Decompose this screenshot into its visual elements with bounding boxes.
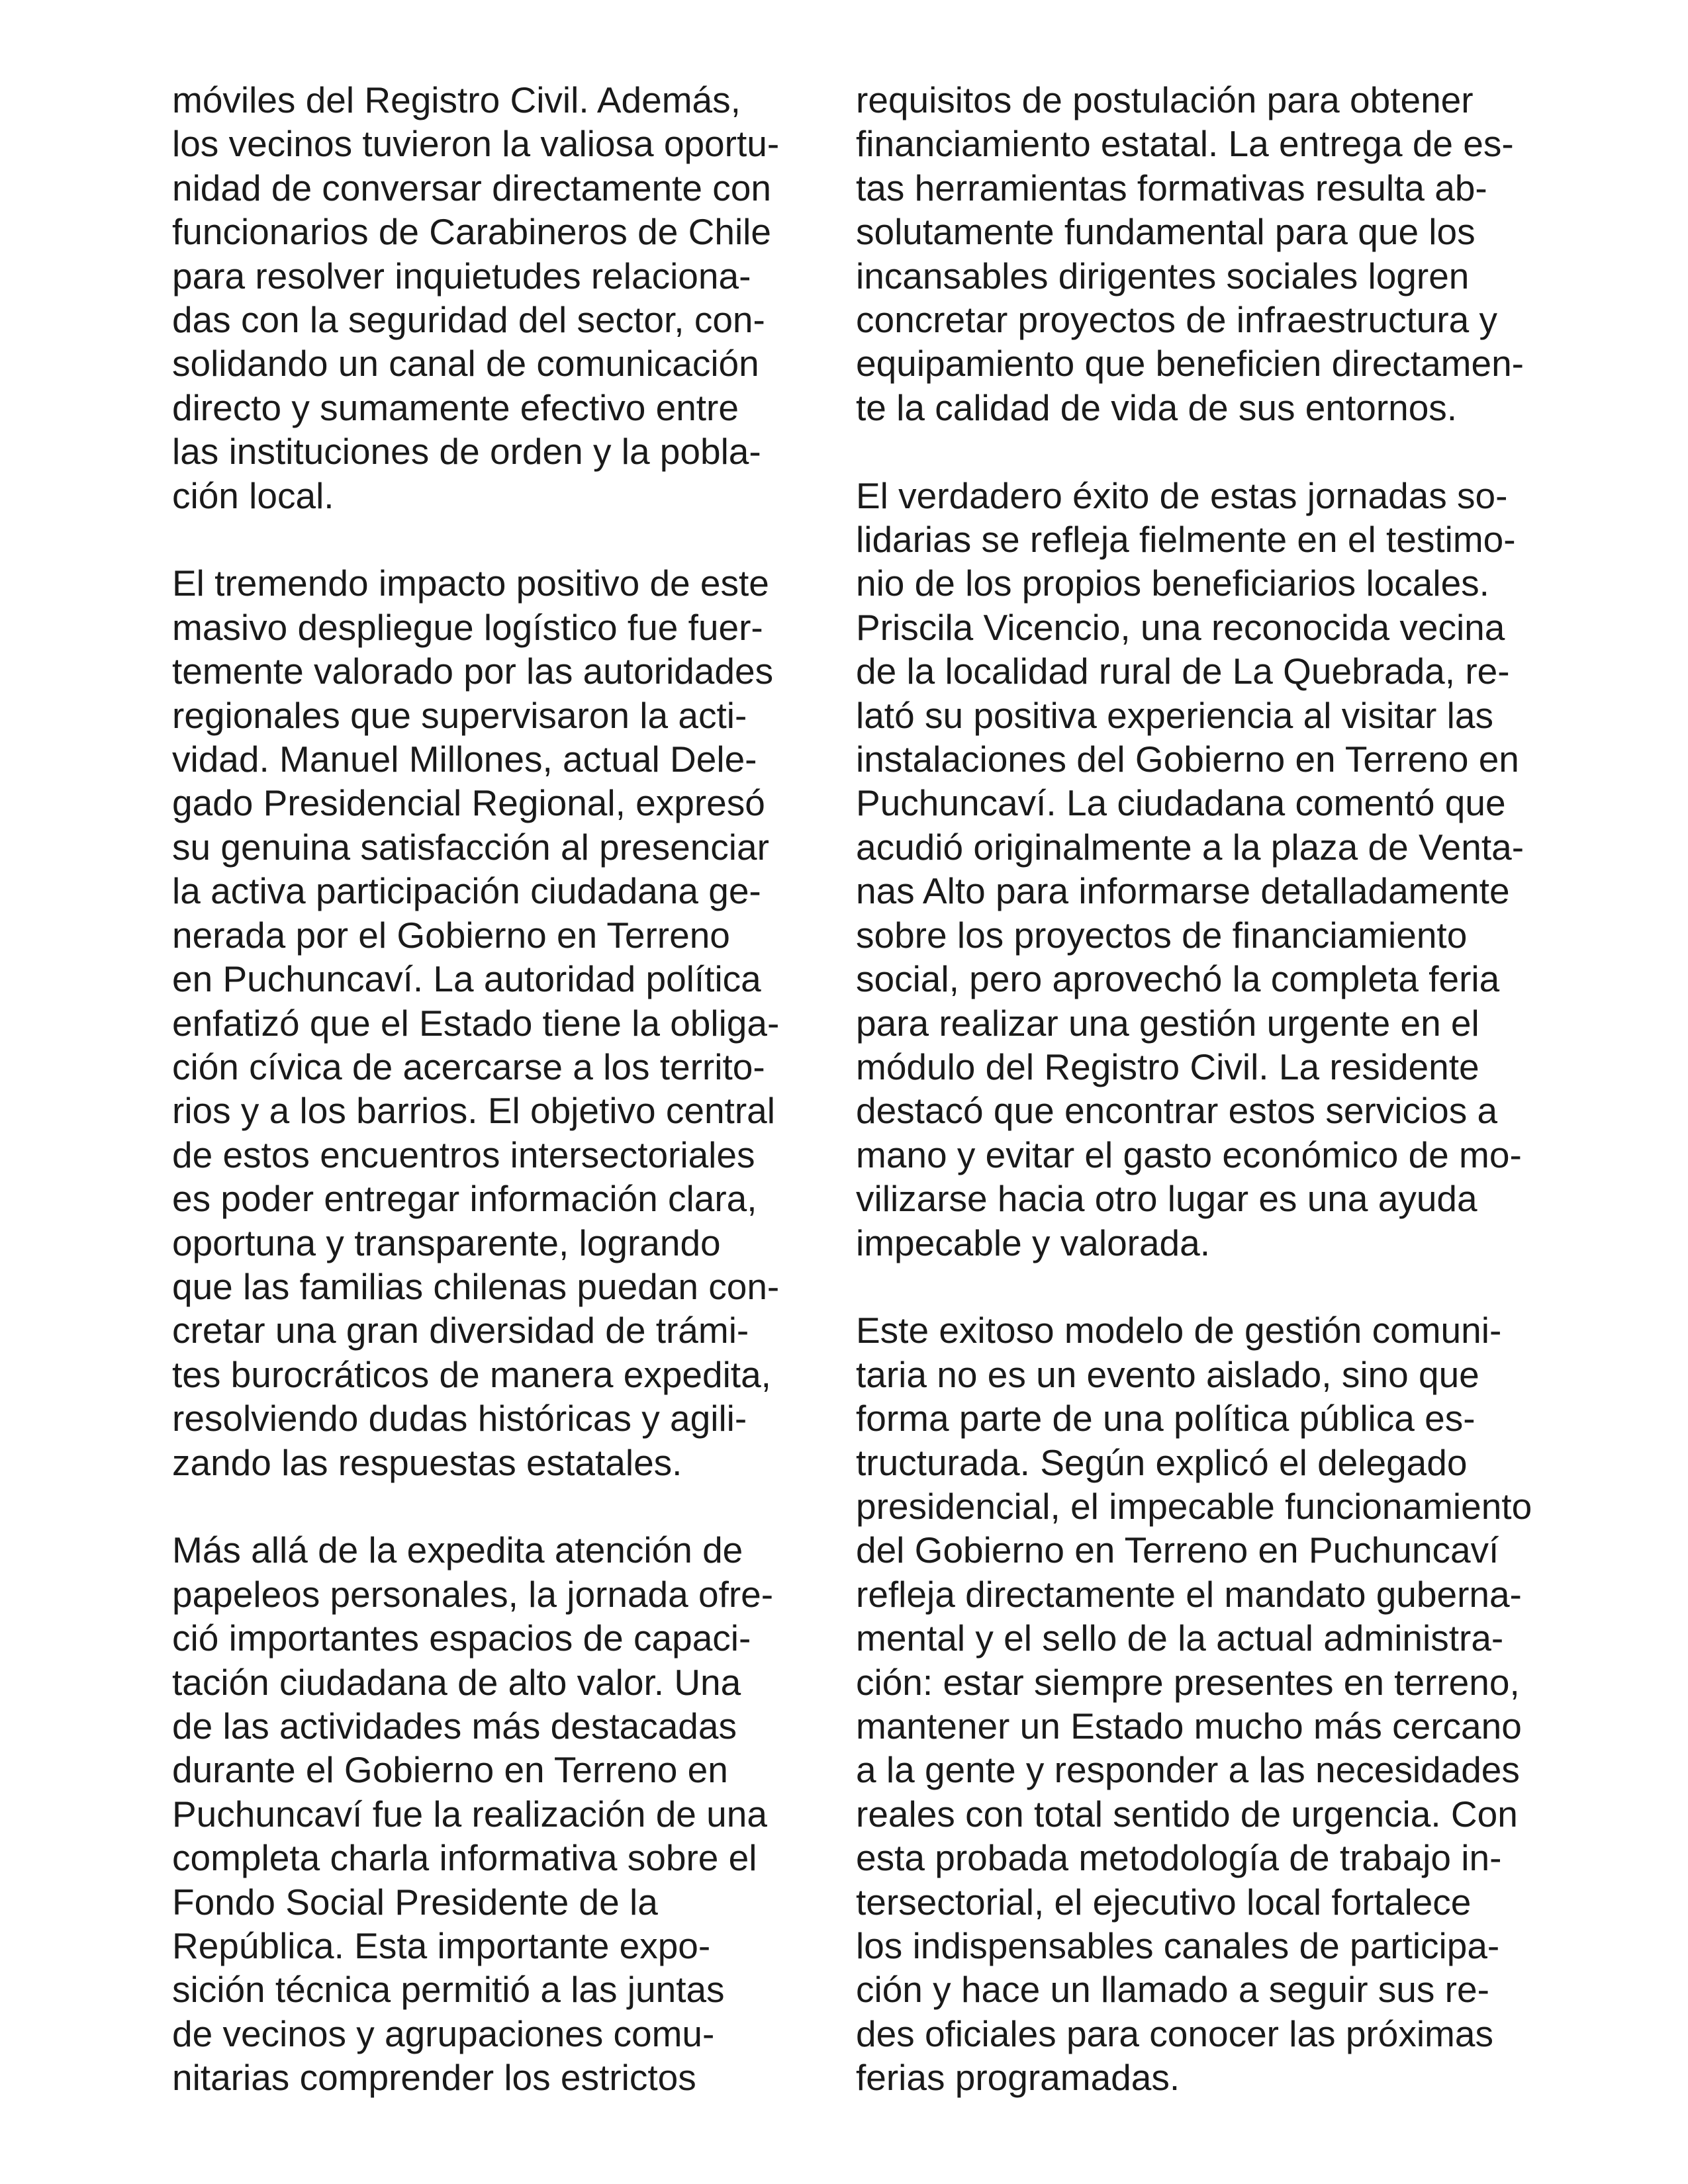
text-line: mental y el sello de la actual administra- xyxy=(856,1617,1504,1659)
text-line: completa charla informativa sobre el xyxy=(172,1837,757,1879)
text-line: funcionarios de Carabineros de Chile xyxy=(172,211,771,253)
text-line: nidad de conversar directamente con xyxy=(172,167,771,208)
text-line: Este exitoso modelo de gestión comuni- xyxy=(856,1310,1502,1351)
text-line: resolviendo dudas históricas y agili- xyxy=(172,1398,747,1439)
paragraph xyxy=(856,1308,1532,2099)
text-line: oportuna y transparente, logrando xyxy=(172,1222,721,1263)
text-line: ción cívica de acercarse a los territo- xyxy=(172,1046,765,1087)
text-line: que las familias chilenas puedan con- xyxy=(172,1265,780,1307)
text-line: solutamente fundamental para que los xyxy=(856,211,1476,253)
text-line: ferias programadas. xyxy=(856,2057,1180,2099)
text-line: Más allá de la expedita atención de xyxy=(172,1529,743,1571)
text-line: tructurada. Según explicó el delegado xyxy=(856,1441,1468,1483)
paragraph-gap xyxy=(172,518,834,561)
text-line: destacó que encontrar estos servicios a xyxy=(856,1090,1498,1132)
text-line: des oficiales para conocer las próximas xyxy=(856,2013,1493,2054)
text-line: concretar proyectos de infraestructura y xyxy=(856,299,1498,341)
text-line: incansables dirigentes sociales logren xyxy=(856,255,1470,296)
text-line: lató su positiva experiencia al visitar las xyxy=(856,694,1493,736)
text-line: nas Alto para informarse detalladamente xyxy=(856,870,1510,912)
text-line: los vecinos tuvieron la valiosa oportu- xyxy=(172,123,780,165)
text-line: Puchuncaví. La ciudadana comentó que xyxy=(856,782,1506,824)
text-line: nerada por el Gobierno en Terreno xyxy=(172,914,730,956)
text-line: refleja directamente el mandato guberna- xyxy=(856,1573,1522,1615)
text-line: República. Esta importante expo- xyxy=(172,1925,711,1967)
text-line: tas herramientas formativas resulta ab- xyxy=(856,167,1487,208)
text-line: equipamiento que beneficien directamen- xyxy=(856,343,1524,385)
text-line: papeleos personales, la jornada ofre- xyxy=(172,1573,774,1615)
text-line: lidarias se refleja fielmente en el testimo- xyxy=(856,519,1516,561)
text-line: tación ciudadana de alto valor. Una xyxy=(172,1661,741,1703)
paragraph-gap xyxy=(172,1484,834,1528)
text-line: mantener un Estado mucho más cercano xyxy=(856,1706,1522,1747)
paragraph-gap xyxy=(856,1265,1518,1308)
text-line: ció importantes espacios de capaci- xyxy=(172,1617,751,1659)
text-line: Fondo Social Presidente de la xyxy=(172,1881,658,1923)
text-line: vilizarse hacia otro lugar es una ayuda xyxy=(856,1178,1477,1220)
text-line: en Puchuncaví. La autoridad política xyxy=(172,958,761,1000)
text-line: rios y a los barrios. El objetivo central xyxy=(172,1090,775,1132)
text-line: para resolver inquietudes relaciona- xyxy=(172,255,751,296)
text-line: directo y sumamente efectivo entre xyxy=(172,387,739,428)
paragraph xyxy=(856,474,1524,1265)
text-line: ción: estar siempre presentes en terreno, xyxy=(856,1661,1520,1703)
text-line: impecable y valorada. xyxy=(856,1222,1211,1263)
right-column xyxy=(856,78,1532,2100)
text-line: Puchuncaví fue la realización de una xyxy=(172,1793,767,1835)
paragraph xyxy=(172,78,834,518)
text-line: financiamiento estatal. La entrega de es- xyxy=(856,123,1514,165)
paragraph xyxy=(856,78,1524,430)
text-line: temente valorado por las autoridades xyxy=(172,651,774,692)
text-line: de estos encuentros intersectoriales xyxy=(172,1134,755,1175)
text-line: su genuina satisfacción al presenciar xyxy=(172,826,769,868)
text-line: nitarias comprender los estrictos xyxy=(172,2057,696,2099)
text-line: esta probada metodología de trabajo in- xyxy=(856,1837,1502,1879)
text-line: de las actividades más destacadas xyxy=(172,1706,737,1747)
text-line: das con la seguridad del sector, con- xyxy=(172,299,765,341)
text-line: taria no es un evento aislado, sino que xyxy=(856,1353,1479,1395)
text-line: los indispensables canales de participa- xyxy=(856,1925,1500,1967)
paragraph xyxy=(172,1528,834,2099)
text-line: la activa participación ciudadana ge- xyxy=(172,870,761,912)
text-line: enfatizó que el Estado tiene la obliga- xyxy=(172,1002,780,1044)
text-line: acudió originalmente a la plaza de Venta- xyxy=(856,826,1524,868)
text-line: gado Presidencial Regional, expresó xyxy=(172,782,765,824)
text-line: durante el Gobierno en Terreno en xyxy=(172,1749,728,1791)
text-line: cretar una gran diversidad de trámi- xyxy=(172,1310,749,1351)
text-line: masivo despliegue logístico fue fuer- xyxy=(172,606,763,648)
left-column xyxy=(172,78,834,2100)
text-line: forma parte de una política pública es- xyxy=(856,1398,1476,1439)
text-line: del Gobierno en Terreno en Puchuncaví xyxy=(856,1529,1499,1571)
text-line: solidando un canal de comunicación xyxy=(172,343,759,385)
text-line: nio de los propios beneficiarios locales. xyxy=(856,563,1489,604)
text-line: tes burocráticos de manera expedita, xyxy=(172,1353,771,1395)
text-line: tersectorial, el ejecutivo local fortalece xyxy=(856,1881,1472,1923)
text-line: regionales que supervisaron la acti- xyxy=(172,694,747,736)
text-line: ción local. xyxy=(172,475,334,516)
text-line: requisitos de postulación para obtener xyxy=(856,79,1474,120)
text-line: sobre los proyectos de financiamiento xyxy=(856,914,1468,956)
text-line: te la calidad de vida de sus entornos. xyxy=(856,387,1458,428)
text-line: El verdadero éxito de estas jornadas so- xyxy=(856,475,1508,516)
text-line: presidencial, el impecable funcionamiento xyxy=(856,1485,1532,1527)
text-line: móviles del Registro Civil. Además, xyxy=(172,79,741,120)
text-line: zando las respuestas estatales. xyxy=(172,1441,682,1483)
text-line: ción y hace un llamado a seguir sus re- xyxy=(856,1969,1489,2011)
text-line: es poder entregar información clara, xyxy=(172,1178,757,1220)
text-line: de vecinos y agrupaciones comu- xyxy=(172,2013,715,2054)
text-line: reales con total sentido de urgencia. Con xyxy=(856,1793,1518,1835)
text-line: las instituciones de orden y la pobla- xyxy=(172,431,761,473)
text-line: de la localidad rural de La Quebrada, re- xyxy=(856,651,1510,692)
text-line: sición técnica permitió a las juntas xyxy=(172,1969,725,2011)
paragraph-gap xyxy=(856,430,1518,473)
text-line: instalaciones del Gobierno en Terreno en xyxy=(856,739,1519,780)
text-line: Priscila Vicencio, una reconocida vecina xyxy=(856,606,1505,648)
paragraph xyxy=(172,561,834,1484)
text-line: módulo del Registro Civil. La residente xyxy=(856,1046,1479,1087)
text-line: a la gente y responder a las necesidades xyxy=(856,1749,1520,1791)
text-line: social, pero aprovechó la completa feria xyxy=(856,958,1500,1000)
text-line: mano y evitar el gasto económico de mo- xyxy=(856,1134,1522,1175)
text-line: vidad. Manuel Millones, actual Dele- xyxy=(172,739,757,780)
text-line: para realizar una gestión urgente en el xyxy=(856,1002,1479,1044)
text-line: El tremendo impacto positivo de este xyxy=(172,563,769,604)
